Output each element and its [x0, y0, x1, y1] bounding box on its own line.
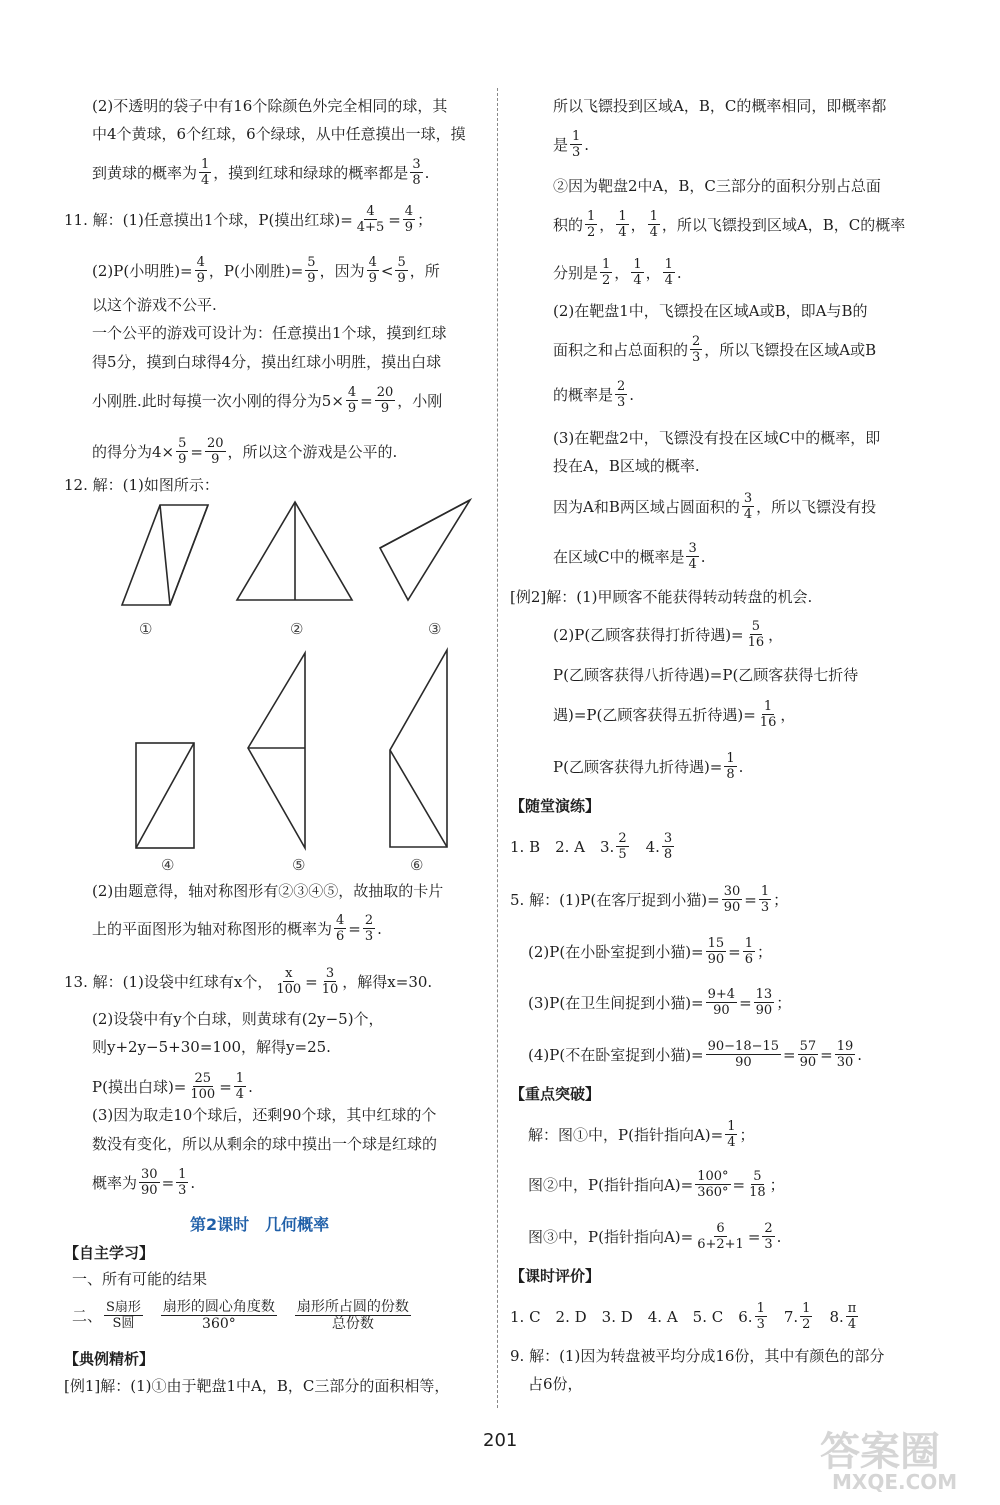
text-line: 以这个游戏不公平.	[92, 296, 217, 314]
fraction: $\frac{9+4}{90}$	[707, 987, 736, 1018]
text-line: (3)在靶盘2中，飞镖没有投在区域C中的概率，即	[553, 429, 881, 447]
text-line: 数没有变化，所以从剩余的球中摸出一个球是红球的	[92, 1135, 438, 1153]
fraction: $\frac{1}{16}$	[759, 699, 777, 730]
text-line: 因为A和B两区域占圆面积的 $\frac{3}{4}$ ，所以飞镖没有投	[553, 491, 877, 522]
fraction: $\frac{1}{2}$	[602, 257, 611, 288]
text-line: 到黄球的概率为 $\frac{1}{4}$ ，摸到红球和绿球的概率都是 $\frac{3}{8}$ .	[92, 157, 430, 188]
section-heading: 【重点突破】	[510, 1085, 601, 1103]
fraction: $\frac{30}{90}$	[723, 884, 741, 915]
text-line: 概率为 $\frac{30}{90}$ = $\frac{1}{3}$ .	[92, 1167, 196, 1198]
figure-label: ④	[161, 856, 175, 874]
fraction: $\frac{1}{4}$	[664, 257, 673, 288]
question-12: 12. 解：(1)如图所示：	[64, 476, 219, 494]
figure-label: ⑤	[292, 856, 306, 874]
text-line: 分别是 $\frac{1}{2}$ ， $\frac{1}{4}$ ， $\frac{1}{4}$ .	[553, 257, 682, 288]
fraction: $\frac{1}{6}$	[744, 936, 754, 967]
fraction: $\frac{1}{3}$	[760, 884, 770, 915]
text-line: (2)由题意得，轴对称图形有②③④⑤，故抽取的卡片	[92, 882, 444, 900]
fraction: $\frac{5}{18}$	[749, 1169, 766, 1200]
fraction: $\frac{x}{100}$	[276, 966, 302, 997]
fraction: $\frac{4}{9}$	[196, 255, 205, 286]
fraction: $\frac{15}{90}$	[707, 936, 725, 967]
text-line: 的概率是 $\frac{2}{3}$ .	[553, 379, 635, 410]
text-line: 图②中，P(指针指向A)= $\frac{100^\circ}{360^\circ}$ = $\frac{5}{18}$ ；	[528, 1169, 785, 1200]
text-line: 得5分，摸到白球得4分，摸出红球小明胜，摸出白球	[92, 353, 442, 371]
fraction: $\frac{\text{扇形所占圆的份数}}{\text{总份数}}$	[296, 1299, 409, 1332]
fraction: $\frac{1}{2}$	[802, 1301, 811, 1332]
text-line: 积的 $\frac{1}{2}$ ， $\frac{1}{4}$ ， $\frac{1}{4}$ ，所以飞镖投到区域A，B，C的概率	[553, 209, 906, 240]
text-line: P(乙顾客获得八折待遇)=P(乙顾客获得七折待	[553, 666, 859, 684]
watermark-logo: 答案圈	[820, 1429, 940, 1475]
text-line: P(乙顾客获得九折待遇)= $\frac{1}{8}$ .	[553, 751, 744, 782]
fraction: $\frac{\text{S扇形}}{\text{S圆}}$	[106, 1300, 141, 1331]
fraction: $\frac{4}{4+5}$	[356, 204, 385, 235]
text-line: (2)不透明的袋子中有16个除颜色外完全相同的球，其	[92, 97, 448, 115]
fraction: $\frac{2}{3}$	[364, 913, 374, 944]
fraction: $\frac{1}{3}$	[756, 1301, 765, 1332]
fraction: $\frac{1}{4}$	[727, 1119, 736, 1150]
question-9: 9. 解：(1)因为转盘被平均分成16份，其中有颜色的部分	[510, 1347, 885, 1365]
fraction: $\frac{20}{9}$	[206, 436, 224, 467]
fraction: $\frac{3}{8}$	[663, 831, 673, 862]
text-line: 解：图①中，P(指针指向A)= $\frac{1}{4}$ ；	[528, 1119, 755, 1150]
text-line: 一个公平的游戏可设计为：任意摸出1个球，摸到红球	[92, 324, 447, 342]
fraction: $\frac{25}{100}$	[190, 1071, 216, 1102]
text-line: 小刚胜.此时每摸一次小刚的得分为5× $\frac{4}{9}$ = $\frac{20}{9}$ ，小刚	[92, 385, 443, 416]
fraction: $\frac{1}{2}$	[587, 209, 596, 240]
fraction: $\frac{1}{4}$	[201, 157, 210, 188]
text-line: (2)设袋中有y个白球，则黄球有(2y−5)个，	[92, 1010, 384, 1028]
text-line: (4)P(不在卧室捉到小猫)= $\frac{90-18-15}{90}$ = $\frac{57}{90}$ = $\frac{19}{30}$ .	[528, 1039, 863, 1070]
fraction: $\frac{100^\circ}{360^\circ}$	[697, 1169, 729, 1200]
text-line: 中4个黄球，6个红球，6个绿球，从中任意摸出一球，摸	[92, 125, 466, 143]
page-number: 201	[483, 1430, 518, 1451]
figure-label: ①	[139, 620, 153, 638]
figure-label: ③	[428, 620, 442, 638]
text-line: 在区域C中的概率是 $\frac{3}{4}$ .	[553, 541, 706, 572]
section-heading: 【随堂演练】	[510, 797, 601, 815]
fraction: $\frac{2}{3}$	[692, 334, 701, 365]
text-line: (2)P(小明胜)= $\frac{4}{9}$ ，P(小刚胜)= $\frac{5}{9}$ ，因为 $\frac{4}{9}$ < $\frac{5}{9}$ ，所	[92, 255, 440, 286]
fraction: $\frac{\pi}{4}$	[847, 1301, 857, 1332]
example-1: [例1]解：(1)①由于靶盘1中A，B，C三部分的面积相等，	[64, 1377, 450, 1395]
text-line: 则y+2y−5+30=100，解得y=25.	[92, 1038, 331, 1056]
fraction: $\frac{57}{90}$	[799, 1039, 817, 1070]
fraction: $\frac{\text{扇形的圆心角度数}}{360^\circ}$	[162, 1299, 275, 1332]
text-line: ②因为靶盘2中A，B，C三部分的面积分别占总面	[553, 177, 881, 195]
section-heading: 【课时评价】	[510, 1267, 601, 1285]
fraction: $\frac{2}{5}$	[618, 831, 627, 862]
text-line: (2)P(乙顾客获得打折待遇)= $\frac{5}{16}$ ，	[553, 619, 784, 650]
text-line: 的得分为4× $\frac{5}{9}$ = $\frac{20}{9}$ ，所以这个游戏是公平的.	[92, 436, 398, 467]
fraction: $\frac{5}{9}$	[397, 255, 406, 286]
text-line: (2)在靶盘1中，飞镖投在区域A或B，即A与B的	[553, 302, 868, 320]
fraction: $\frac{6}{6+2+1}$	[697, 1221, 744, 1252]
fraction: $\frac{30}{90}$	[141, 1167, 158, 1198]
fraction: $\frac{1}{4}$	[235, 1071, 245, 1102]
text-line: P(摸出白球)= $\frac{25}{100}$ = $\frac{1}{4}$ .	[92, 1071, 253, 1102]
text-line: (2)P(在小卧室捉到小猫)= $\frac{15}{90}$ = $\frac{1}{6}$ ；	[528, 936, 773, 967]
question-11: 11. 解：(1)任意摸出1个球，P(摸出红球)= $\frac{4}{4+5}$ = $\frac{4}{9}$ ；	[64, 204, 433, 235]
fraction: $\frac{90-18-15}{90}$	[707, 1039, 780, 1070]
text-line: 面积之和占总面积的 $\frac{2}{3}$ ，所以飞镖投在区域A或B	[553, 334, 877, 365]
text-line: 是 $\frac{1}{3}$ .	[553, 129, 590, 160]
fraction: $\frac{3}{10}$	[321, 966, 339, 997]
fraction: $\frac{4}{9}$	[368, 255, 377, 286]
fraction: $\frac{5}{9}$	[307, 255, 316, 286]
fraction: $\frac{1}{4}$	[649, 209, 658, 240]
text-line: 图③中，P(指针指向A)= $\frac{6}{6+2+1}$ = $\frac{2}{3}$ .	[528, 1221, 782, 1252]
question-5: 5. 解：(1)P(在客厅捉到小猫)= $\frac{30}{90}$ = $\frac{1}{3}$ ；	[510, 884, 789, 915]
fraction: $\frac{1}{3}$	[572, 129, 581, 160]
fraction: $\frac{20}{9}$	[376, 385, 394, 416]
answer-line: 1. C 2. D 3. D 4. A 5. C 6. $\frac{1}{3}$ 7. $\frac{1}{2}$ 8. $\frac{\pi}{4}$	[510, 1301, 857, 1332]
text-line: (3)因为取走10个球后，还剩90个球，其中红球的个	[92, 1106, 437, 1124]
fraction: $\frac{5}{16}$	[747, 619, 765, 650]
text-line: 二、 $\frac{\text{S扇形}}{\text{S圆}}$ $\frac{\text{扇形的圆心角度数}}{360^\circ}$ $\frac{\text{扇形所占圆的份数}}{\text{总份数}}$	[72, 1299, 409, 1332]
fraction: $\frac{1}{4}$	[633, 257, 642, 288]
fraction: $\frac{3}{8}$	[412, 157, 421, 188]
fraction: $\frac{5}{9}$	[178, 436, 187, 467]
fraction: $\frac{1}{3}$	[178, 1167, 187, 1198]
lesson-title: 第2课时 几何概率	[190, 1215, 330, 1234]
text-line: 上的平面图形为轴对称图形的概率为 $\frac{4}{6}$ = $\frac{2}{3}$ .	[92, 913, 382, 944]
watermark-url: MXQE.COM	[832, 1470, 958, 1494]
text-line: 投在A，B区域的概率.	[553, 457, 700, 475]
example-2: [例2]解：(1)甲顾客不能获得转动转盘的机会.	[510, 588, 813, 606]
fraction: $\frac{1}{8}$	[726, 751, 735, 782]
fraction: $\frac{3}{4}$	[688, 541, 697, 572]
text-line: 所以飞镖投到区域A，B，C的概率相同，即概率都	[553, 97, 887, 115]
question-13: 13. 解：(1)设袋中红球有x个， $\frac{x}{100}$ = $\frac{3}{10}$ ，解得x=30.	[64, 966, 433, 997]
text-line: 遇)=P(乙顾客获得五折待遇)= $\frac{1}{16}$ ，	[553, 699, 796, 730]
text-line: 占6份，	[528, 1375, 583, 1393]
answer-line: 1. B 2. A 3. $\frac{2}{5}$ 4. $\frac{3}{8}$	[510, 831, 673, 862]
fraction: $\frac{2}{3}$	[617, 379, 626, 410]
fraction: $\frac{1}{4}$	[618, 209, 627, 240]
fraction: $\frac{13}{90}$	[755, 987, 773, 1018]
fraction: $\frac{4}{6}$	[336, 913, 345, 944]
fraction: $\frac{4}{9}$	[404, 204, 414, 235]
figure-label: ②	[290, 620, 304, 638]
section-heading: 【自主学习】	[64, 1244, 155, 1262]
figure-label: ⑥	[410, 856, 424, 874]
fraction: $\frac{2}{3}$	[764, 1221, 773, 1252]
column-divider	[497, 88, 498, 1408]
fraction: $\frac{4}{9}$	[347, 385, 357, 416]
section-heading: 【典例精析】	[64, 1350, 155, 1368]
text-line: 一、所有可能的结果	[72, 1270, 208, 1288]
fraction: $\frac{3}{4}$	[743, 491, 753, 522]
text-line: (3)P(在卫生间捉到小猫)= $\frac{9+4}{90}$ = $\frac{13}{90}$ ；	[528, 987, 792, 1018]
fraction: $\frac{19}{30}$	[836, 1039, 854, 1070]
